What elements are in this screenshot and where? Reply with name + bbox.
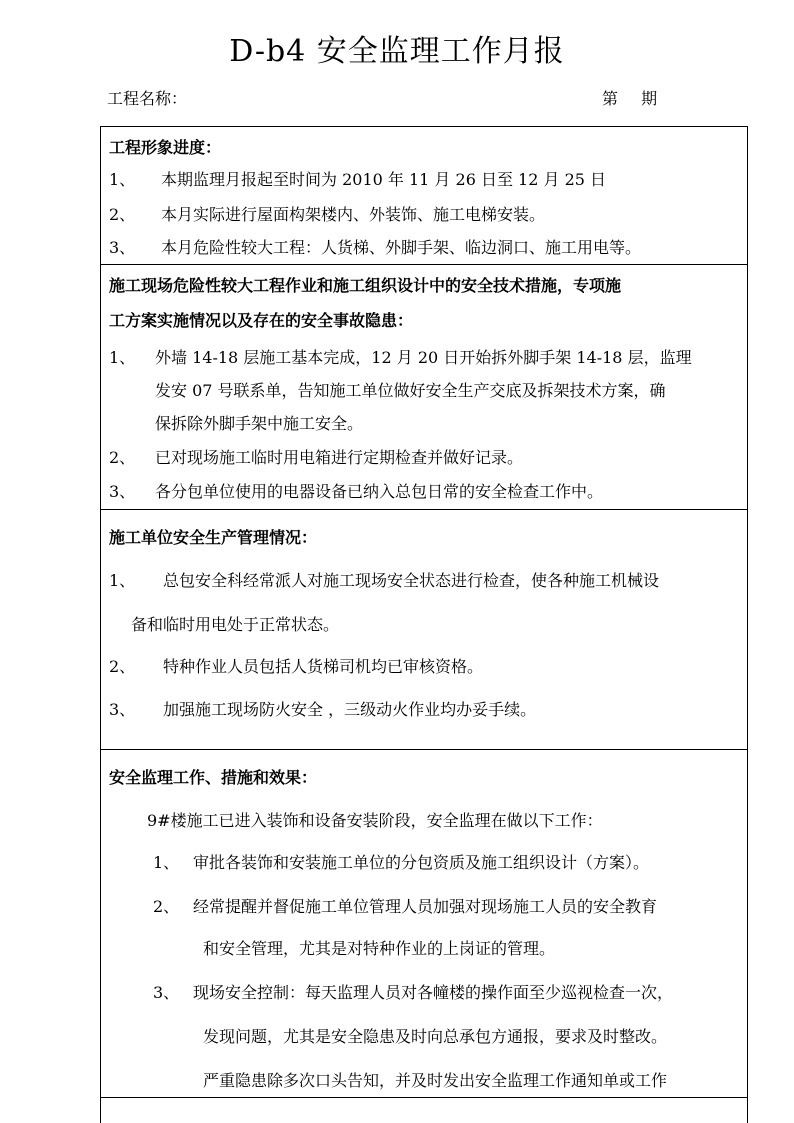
item-text: 外墙 14-18 层施工基本完成，12 月 20 日开始拆外脚手架 14-18 层，监理 <box>155 348 692 367</box>
issue-number-label: 第 期 <box>602 89 658 108</box>
item-text: 本期监理月报起至时间为 2010 年 11 月 26 日至 12 月 25 日 <box>161 170 607 189</box>
table-bottom-border <box>100 1097 748 1098</box>
section-contractor-management <box>100 509 748 749</box>
section-progress <box>100 126 748 264</box>
section-heading: 施工现场危险性较大工程作业和施工组织设计中的安全技术措施，专项施 <box>109 276 622 295</box>
item-number: 2、 <box>109 205 136 224</box>
item-text: 经常提醒并督促施工单位管理人员加强对现场施工人员的安全教育 <box>193 897 658 916</box>
item-number: 3、 <box>153 983 180 1002</box>
item-text-cont: 保拆除外脚手架中施工安全。 <box>155 414 364 433</box>
item-text: 本月实际进行屋面构架楼内、外装饰、施工电梯安装。 <box>161 205 546 224</box>
item-text-cont: 严重隐患除多次口头告知，并及时发出安全监理工作通知单或工作 <box>203 1071 668 1090</box>
section-heading: 施工单位安全生产管理情况： <box>109 528 318 547</box>
item-text: 审批各装饰和安装施工单位的分包资质及施工组织设计（方案）。 <box>193 853 650 872</box>
item-number: 3、 <box>109 700 136 719</box>
item-text-cont: 发安 07 号联系单，告知施工单位做好安全生产交底及拆架技术方案，确 <box>155 381 666 400</box>
section-heading: 安全监理工作、措施和效果： <box>109 768 318 787</box>
project-name-label: 工程名称： <box>107 89 188 108</box>
item-text: 加强施工现场防火安全 ，三级动火作业均办妥手续。 <box>163 700 537 719</box>
item-text: 本月危险性较大工程：人货梯、外脚手架、临边洞口、施工用电等。 <box>161 238 642 257</box>
section-heading-cont: 工方案实施情况以及存在的安全事故隐患： <box>109 311 414 330</box>
section-intro: 9#楼施工已进入装饰和设备安装阶段，安全监理在做以下工作： <box>147 811 603 830</box>
item-number: 1、 <box>109 170 136 189</box>
item-text: 已对现场施工临时用电箱进行定期检查并做好记录。 <box>155 448 524 467</box>
item-text: 特种作业人员包括人货梯司机均已审核资格。 <box>163 657 484 676</box>
item-number: 3、 <box>109 482 136 501</box>
item-text-cont: 发现问题，尤其是安全隐患及时向总承包方通报，要求及时整改。 <box>203 1027 668 1046</box>
section-supervision-work <box>100 749 748 1123</box>
section-hazard-measures <box>100 264 748 509</box>
item-number: 1、 <box>153 853 180 872</box>
item-text: 各分包单位使用的电器设备已纳入总包日常的安全检查工作中。 <box>155 482 604 501</box>
item-number: 1、 <box>109 348 136 367</box>
page-title: D-b4 安全监理工作月报 <box>229 34 565 69</box>
item-number: 2、 <box>109 657 136 676</box>
item-number: 2、 <box>109 448 136 467</box>
item-number: 3、 <box>109 238 136 257</box>
section-heading: 工程形象进度： <box>109 138 222 157</box>
item-text: 现场安全控制：每天监理人员对各幢楼的操作面至少巡视检查一次， <box>193 983 674 1002</box>
item-text: 总包安全科经常派人对施工现场安全状态进行检查，使各种施工机械设 <box>163 571 660 590</box>
item-number: 1、 <box>109 571 136 590</box>
item-text-cont: 和安全管理，尤其是对特种作业的上岗证的管理。 <box>203 939 556 958</box>
item-text-cont: 备和临时用电处于正常状态。 <box>131 615 340 634</box>
item-number: 2、 <box>153 897 180 916</box>
